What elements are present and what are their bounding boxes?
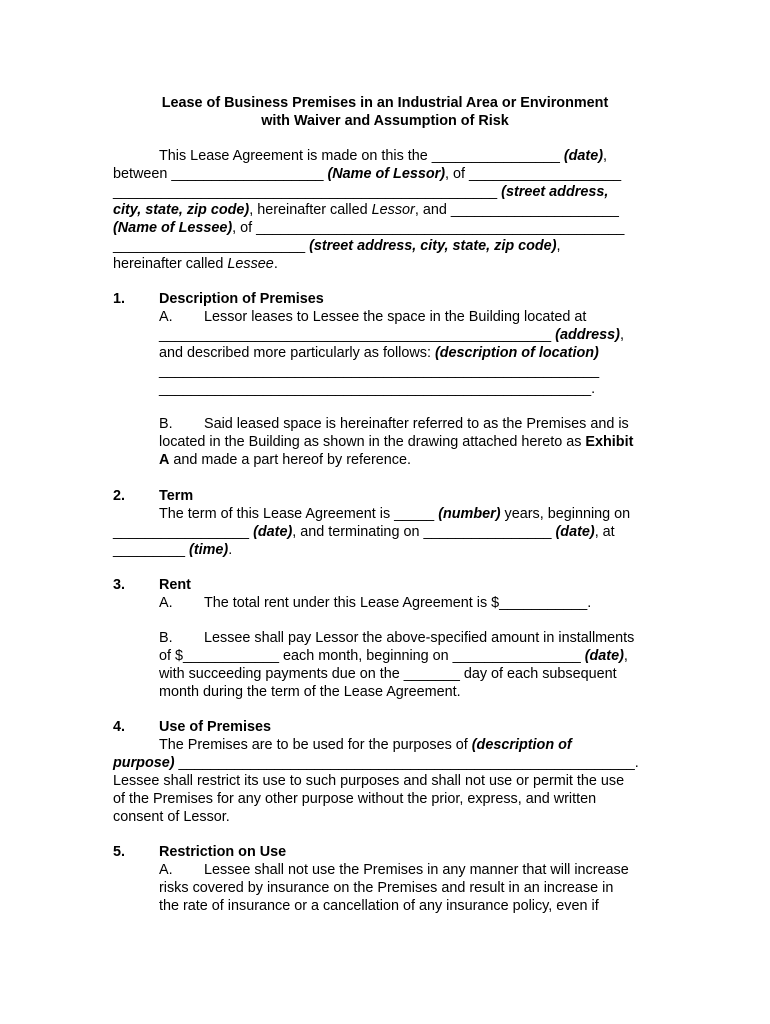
section-1a-text: Lessor leases to Lessee the space in the Building located at: [204, 309, 587, 325]
section-1a-line-4: _______________________________________________________: [159, 363, 600, 379]
intro-line-4: city, state, zip code), hereinafter called Lessor, and _____________________: [113, 202, 619, 218]
section-1b-line-3: A and made a part hereof by reference.: [159, 452, 411, 468]
section-4-heading: Use of Premises: [159, 719, 271, 735]
section-2-line-1: The term of this Lease Agreement is _____ (number) years, beginning on: [159, 506, 631, 522]
section-1b-text: Said leased space is hereinafter referred to as the Premises and is: [204, 416, 629, 432]
document-title-line2: with Waiver and Assumption of Risk: [261, 113, 509, 129]
intro-line-6: ________________________ (street address, city, state, zip code),: [113, 238, 561, 254]
section-5-number: 5.: [113, 844, 126, 860]
section-3b-line-3: with succeeding payments due on the _______ day of each subsequent: [159, 666, 617, 682]
section-4-line-5: consent of Lessor.: [113, 809, 230, 825]
section-3a-label: A.: [159, 595, 173, 611]
section-1-heading: Description of Premises: [159, 291, 324, 307]
section-3-heading: Rent: [159, 577, 191, 593]
section-2-line-3: _________ (time).: [113, 542, 233, 558]
section-3b-label: B.: [159, 630, 173, 646]
section-3-number: 3.: [113, 577, 126, 593]
section-3b-line-2: of $____________ each month, beginning on ________________ (date),: [159, 648, 628, 664]
section-3b-line-4: month during the term of the Lease Agreement.: [159, 684, 461, 700]
section-4-line-4: of the Premises for any other purpose without the prior, express, and written: [113, 791, 597, 807]
section-2-line-2: _________________ (date), and terminating on ________________ (date), at: [113, 524, 615, 540]
section-1a-label: A.: [159, 309, 173, 325]
section-4-line-3: Lessee shall restrict its use to such purposes and shall not use or permit the use: [113, 773, 625, 789]
section-1-number: 1.: [113, 291, 126, 307]
section-5a-line-2: risks covered by insurance on the Premises and result in an increase in: [159, 880, 614, 896]
section-1a-line-3: and described more particularly as follows: (description of location): [159, 345, 599, 361]
section-3a-text: The total rent under this Lease Agreement is $___________.: [204, 595, 592, 611]
intro-line-1: This Lease Agreement is made on this the ________________ (date),: [159, 148, 608, 164]
intro-line-2: between ___________________ (Name of Lessor), of ___________________: [113, 166, 622, 182]
intro-line-3: ________________________________________________ (street address,: [113, 184, 609, 200]
section-5a-line-3: the rate of insurance or a cancellation of any insurance policy, even if: [159, 898, 599, 914]
intro-line-7: hereinafter called Lessee.: [113, 256, 278, 272]
section-5a-text: Lessee shall not use the Premises in any manner that will increase: [204, 862, 629, 878]
section-4-line-2: purpose) _________________________________________________________.: [113, 755, 639, 771]
section-1a-line-5: ______________________________________________________.: [159, 381, 596, 397]
document-title-line1: Lease of Business Premises in an Industrial Area or Environment: [161, 95, 609, 111]
section-4-number: 4.: [113, 719, 126, 735]
intro-line-5: (Name of Lessee), of ______________________________________________: [113, 220, 625, 236]
section-4-line-1: The Premises are to be used for the purposes of (description of: [159, 737, 572, 753]
section-3b-text: Lessee shall pay Lessor the above-specified amount in installments: [204, 630, 635, 646]
section-1b-label: B.: [159, 416, 173, 432]
section-5a-label: A.: [159, 862, 173, 878]
section-5-heading: Restriction on Use: [159, 844, 287, 860]
section-2-heading: Term: [159, 488, 194, 504]
section-2-number: 2.: [113, 488, 126, 504]
section-1a-line-2: _________________________________________________ (address),: [159, 327, 624, 343]
section-1b-line-2: located in the Building as shown in the drawing attached hereto as Exhibit: [159, 434, 634, 450]
